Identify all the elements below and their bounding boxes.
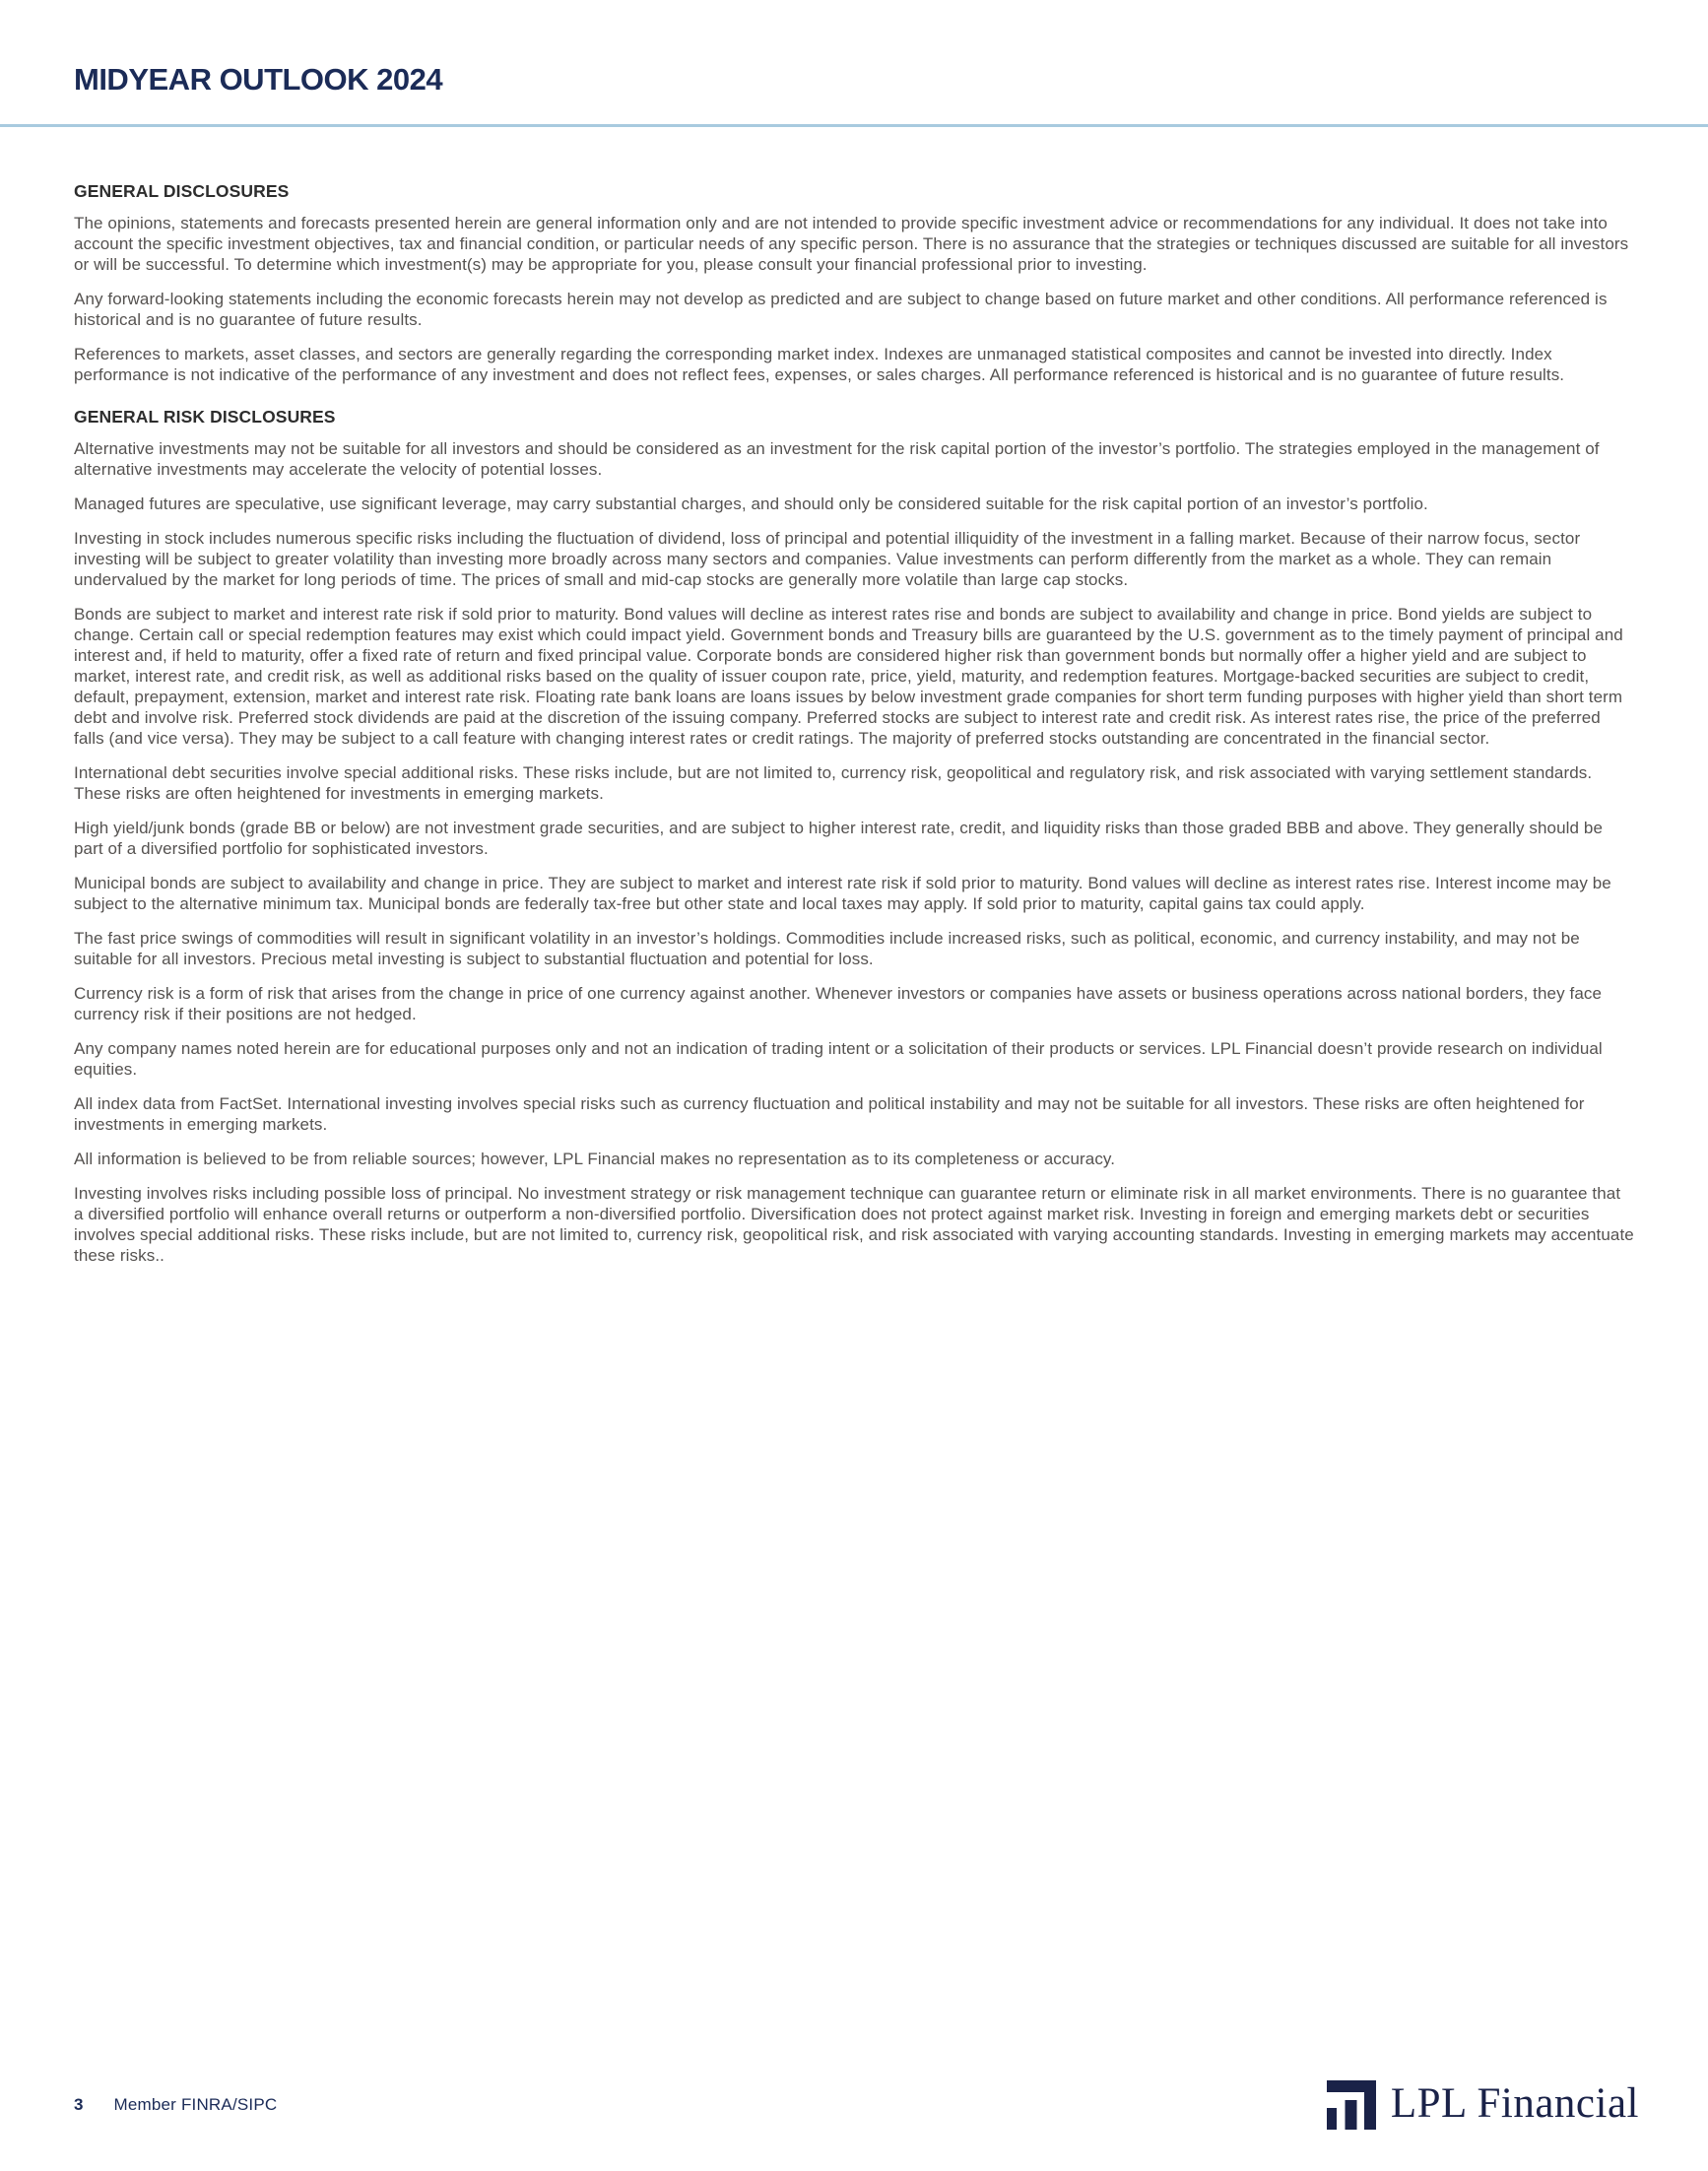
lpl-financial-logo [1327,2080,1639,2130]
page-title: MIDYEAR OUTLOOK 2024 [74,62,443,97]
disclosure-paragraph: All index data from FactSet. International investing involves special risks such as currency fluctuation and political instability and may not be suitable for all investors. These risks are often heightened for investments in emerging markets. [74,1094,1585,1134]
disclosure-paragraph: High yield/junk bonds (grade BB or below) are not investment grade securities, and are subject to higher interest rate, credit, and liquidity risks than those graded BBB and above. They generally should be part of a diversified portfolio for sophisticated investors. [74,819,1604,858]
disclosure-paragraph: International debt securities involve special additional risks. These risks include, but are not limited to, currency risk, geopolitical and regulatory risk, and risk associated with varying settlement standards. These risks are often heightened for investments in emerging markets. [74,763,1593,803]
disclosure-paragraph: Managed futures are speculative, use significant leverage, may carry substantial charges, and should only be considered suitable for the risk capital portion of an investor’s portfolio. [74,494,1428,513]
disclosure-paragraph: Bonds are subject to market and interest rate risk if sold prior to maturity. Bond values will decline as interest rates rise and bonds are subject to availability and change in price. Bond yields are subject to change. Certain call or special redemption features may exist which could impact yield. Government bonds and Treasury bills are guaranteed by the U.S. government as to the timely payment of principal and interest and, if held to maturity, offer a fixed rate of return and fixed principal value. Corporate bonds are considered higher risk than government bonds but normally offer a higher yield and are subject to market, interest rate, and credit risk, as well as additional risks based on the quality of issuer coupon rate, price, yield, maturity, and redemption features. Mortgage-backed securities are subject to credit, default, prepayment, extension, market and interest rate risk. Floating rate bank loans are loans issues by below investment grade companies for short term funding purposes with higher yield than short term debt and involve risk. Preferred stock dividends are paid at the discretion of the issuing company. Preferred stocks are subject to interest rate and credit risk. As interest rates rise, the price of the preferred falls (and vice versa). They may be subject to a call feature with changing interest rates or credit ratings. The majority of preferred stocks outstanding are concentrated in the financial sector. [74,605,1623,748]
disclosures-body [0,181,1708,1266]
document-header [0,63,1708,127]
lpl-logo-mark-icon [1327,2080,1376,2130]
disclosure-paragraph: The fast price swings of commodities will result in significant volatility in an investor’s holdings. Commodities include increased risks, such as political, economic, and currency instability, and may not be suitable for all investors. Precious metal investing is subject to substantial fluctuation and potential for loss. [74,929,1580,968]
disclosure-paragraph: Investing in stock includes numerous specific risks including the fluctuation of dividend, loss of principal and potential illiquidity of the investment in a falling market. Because of their narrow focus, sector investing will be subject to greater volatility than investing more broadly across many sectors and companies. Value investments can perform differently from the market as a whole. They can remain undervalued by the market for long periods of time. The prices of small and mid-cap stocks are generally more volatile than large cap stocks. [74,529,1581,589]
section-heading: GENERAL RISK DISCLOSURES [74,407,336,427]
lpl-logo-wordmark: LPL Financial [1390,2079,1639,2127]
disclosure-paragraph: Currency risk is a form of risk that arises from the change in price of one currency against another. Whenever investors or companies have assets or business operations across national borders, they face currency risk if their positions are not hedged. [74,984,1603,1023]
section-heading: GENERAL DISCLOSURES [74,181,290,201]
footer-left [74,2095,277,2115]
disclosure-paragraph: The opinions, statements and forecasts presented herein are general information only and are not intended to provide specific investment advice or recommendations for any individual. It does not take into account the specific investment objectives, tax and financial condition, or particular needs of any specific person. There is no assurance that the strategies or techniques discussed are suitable for all investors or will be successful. To determine which investment(s) may be appropriate for you, please consult your financial professional prior to investing. [74,214,1629,274]
disclosure-paragraph: Alternative investments may not be suitable for all investors and should be considered as an investment for the risk capital portion of the investor’s portfolio. The strategies employed in the management of alternative investments may accelerate the velocity of potential losses. [74,439,1600,479]
header-divider [0,124,1708,127]
disclosure-paragraph: References to markets, asset classes, and sectors are generally regarding the corresponding market index. Indexes are unmanaged statistical composites and cannot be invested into directly. Index performance is not indicative of the performance of any investment and does not reflect fees, expenses, or sales charges. All performance referenced is historical and is no guarantee of future results. [74,345,1565,384]
disclosure-paragraph: Investing involves risks including possible loss of principal. No investment strategy or risk management technique can guarantee return or eliminate risk in all market environments. There is no guarantee that a diversified portfolio will enhance overall returns or outperform a non-diversified portfolio. Diversification does not protect against market risk. Investing in foreign and emerging markets debt or securities involves special additional risks. These risks include, but are not limited to, currency risk, geopolitical risk, and risk associated with varying accounting standards. Investing in emerging markets may accentuate these risks.. [74,1184,1634,1265]
section-general-disclosures [74,181,1634,385]
disclosure-paragraph: Any company names noted herein are for educational purposes only and not an indication of trading intent or a solicitation of their products or services. LPL Financial doesn’t provide research on individual equities. [74,1039,1603,1079]
section-general-risk-disclosures [74,407,1634,1266]
document-footer [74,2080,1639,2130]
page-number: 3 [74,2095,84,2114]
disclosure-paragraph: Municipal bonds are subject to availability and change in price. They are subject to market and interest rate risk if sold prior to maturity. Bond values will decline as interest rates rise. Interest income may be subject to the alternative minimum tax. Municipal bonds are federally tax-free but other state and local taxes may apply. If sold prior to maturity, capital gains tax could apply. [74,874,1611,913]
disclosure-paragraph: Any forward-looking statements including the economic forecasts herein may not develop as predicted and are subject to change based on future market and other conditions. All performance referenced is historical and is no guarantee of future results. [74,290,1608,329]
member-finra-sipc-label: Member FINRA/SIPC [113,2095,278,2114]
disclosure-paragraph: All information is believed to be from reliable sources; however, LPL Financial makes no representation as to its completeness or accuracy. [74,1150,1116,1168]
